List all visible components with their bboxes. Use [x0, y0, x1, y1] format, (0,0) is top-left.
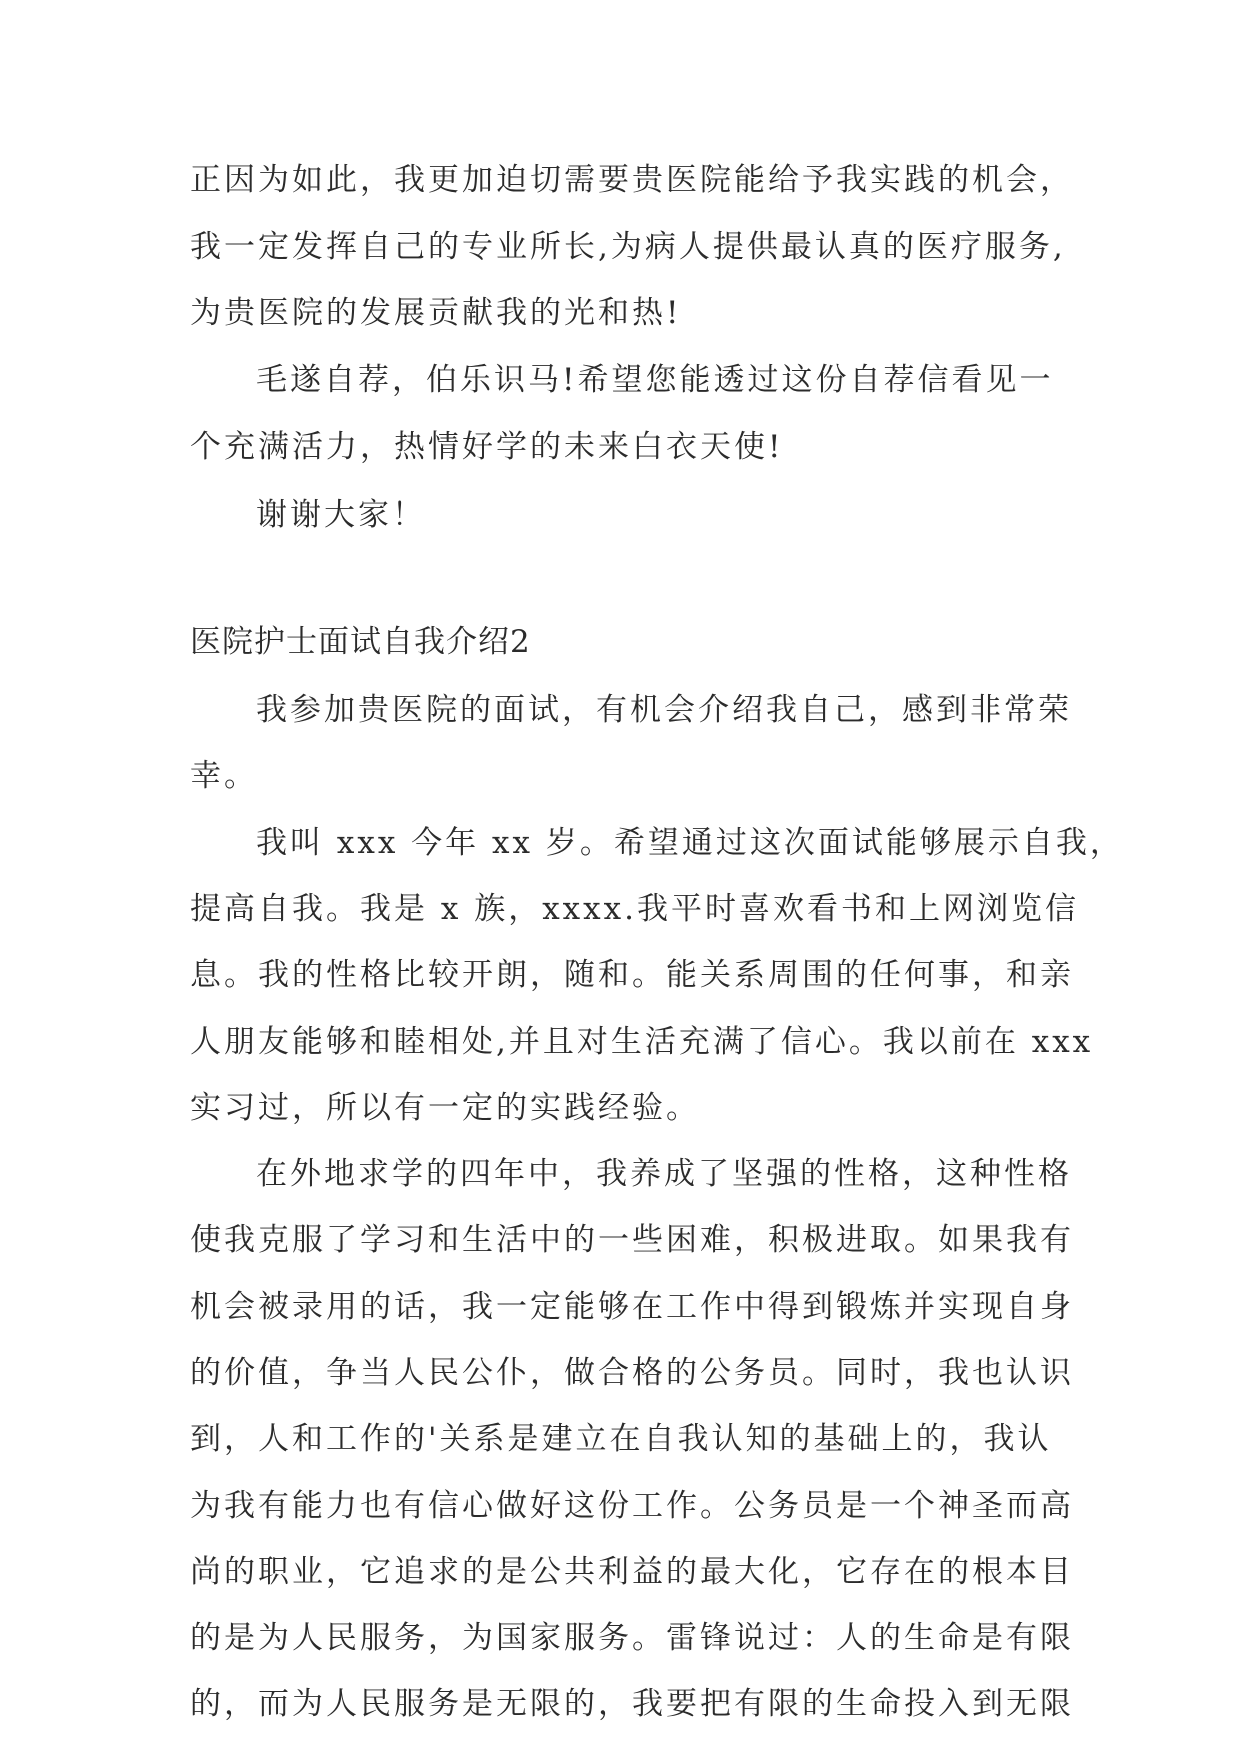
paragraph-line: 正因为如此，我更加迫切需要贵医院能给予我实践的机会，: [190, 162, 1074, 198]
paragraph-line: 在外地求学的四年中，我养成了坚强的性格，这种性格: [256, 1156, 1072, 1192]
paragraph-line: 我一定发挥自己的专业所长,为病人提供最认真的医疗服务,: [190, 229, 1066, 265]
paragraph-line: 提高自我。我是 x 族，xxxx.我平时喜欢看书和上网浏览信: [190, 891, 1079, 927]
paragraph-line: 幸。: [190, 758, 258, 794]
paragraph-line: 的，而为人民服务是无限的，我要把有限的生命投入到无限: [190, 1686, 1074, 1722]
paragraph-line: 个充满活力，热情好学的未来白衣天使!: [190, 429, 784, 465]
paragraph-line: 使我克服了学习和生活中的一些困难，积极进取。如果我有: [190, 1222, 1074, 1258]
paragraph-line: 到，人和工作的'关系是建立在自我认知的基础上的，我认: [190, 1421, 1052, 1457]
paragraph-line: 毛遂自荐，伯乐识马!希望您能透过这份自荐信看见一: [256, 362, 1054, 398]
paragraph-line: 的是为人民服务，为国家服务。雷锋说过：人的生命是有限: [190, 1620, 1074, 1656]
paragraph-line: 谢谢大家！: [256, 497, 426, 533]
paragraph-line: 人朋友能够和睦相处,并且对生活充满了信心。我以前在 xxx: [190, 1024, 1094, 1060]
section-heading: 医院护士面试自我介绍2: [190, 624, 531, 660]
paragraph-line: 实习过，所以有一定的实践经验。: [190, 1090, 700, 1126]
paragraph-line: 的价值，争当人民公仆，做合格的公务员。同时，我也认识: [190, 1355, 1074, 1391]
paragraph-line: 息。我的性格比较开朗，随和。能关系周围的任何事，和亲: [190, 957, 1074, 993]
paragraph-line: 为我有能力也有信心做好这份工作。公务员是一个神圣而高: [190, 1488, 1074, 1524]
paragraph-line: 我叫 xxx 今年 xx 岁。希望通过这次面试能够展示自我，: [256, 825, 1124, 861]
paragraph-line: 我参加贵医院的面试，有机会介绍我自己，感到非常荣: [256, 692, 1072, 728]
paragraph-line: 机会被录用的话，我一定能够在工作中得到锻炼并实现自身: [190, 1289, 1074, 1325]
paragraph-line: 为贵医院的发展贡献我的光和热!: [190, 295, 682, 331]
paragraph-line: 尚的职业，它追求的是公共利益的最大化，它存在的根本目: [190, 1554, 1074, 1590]
